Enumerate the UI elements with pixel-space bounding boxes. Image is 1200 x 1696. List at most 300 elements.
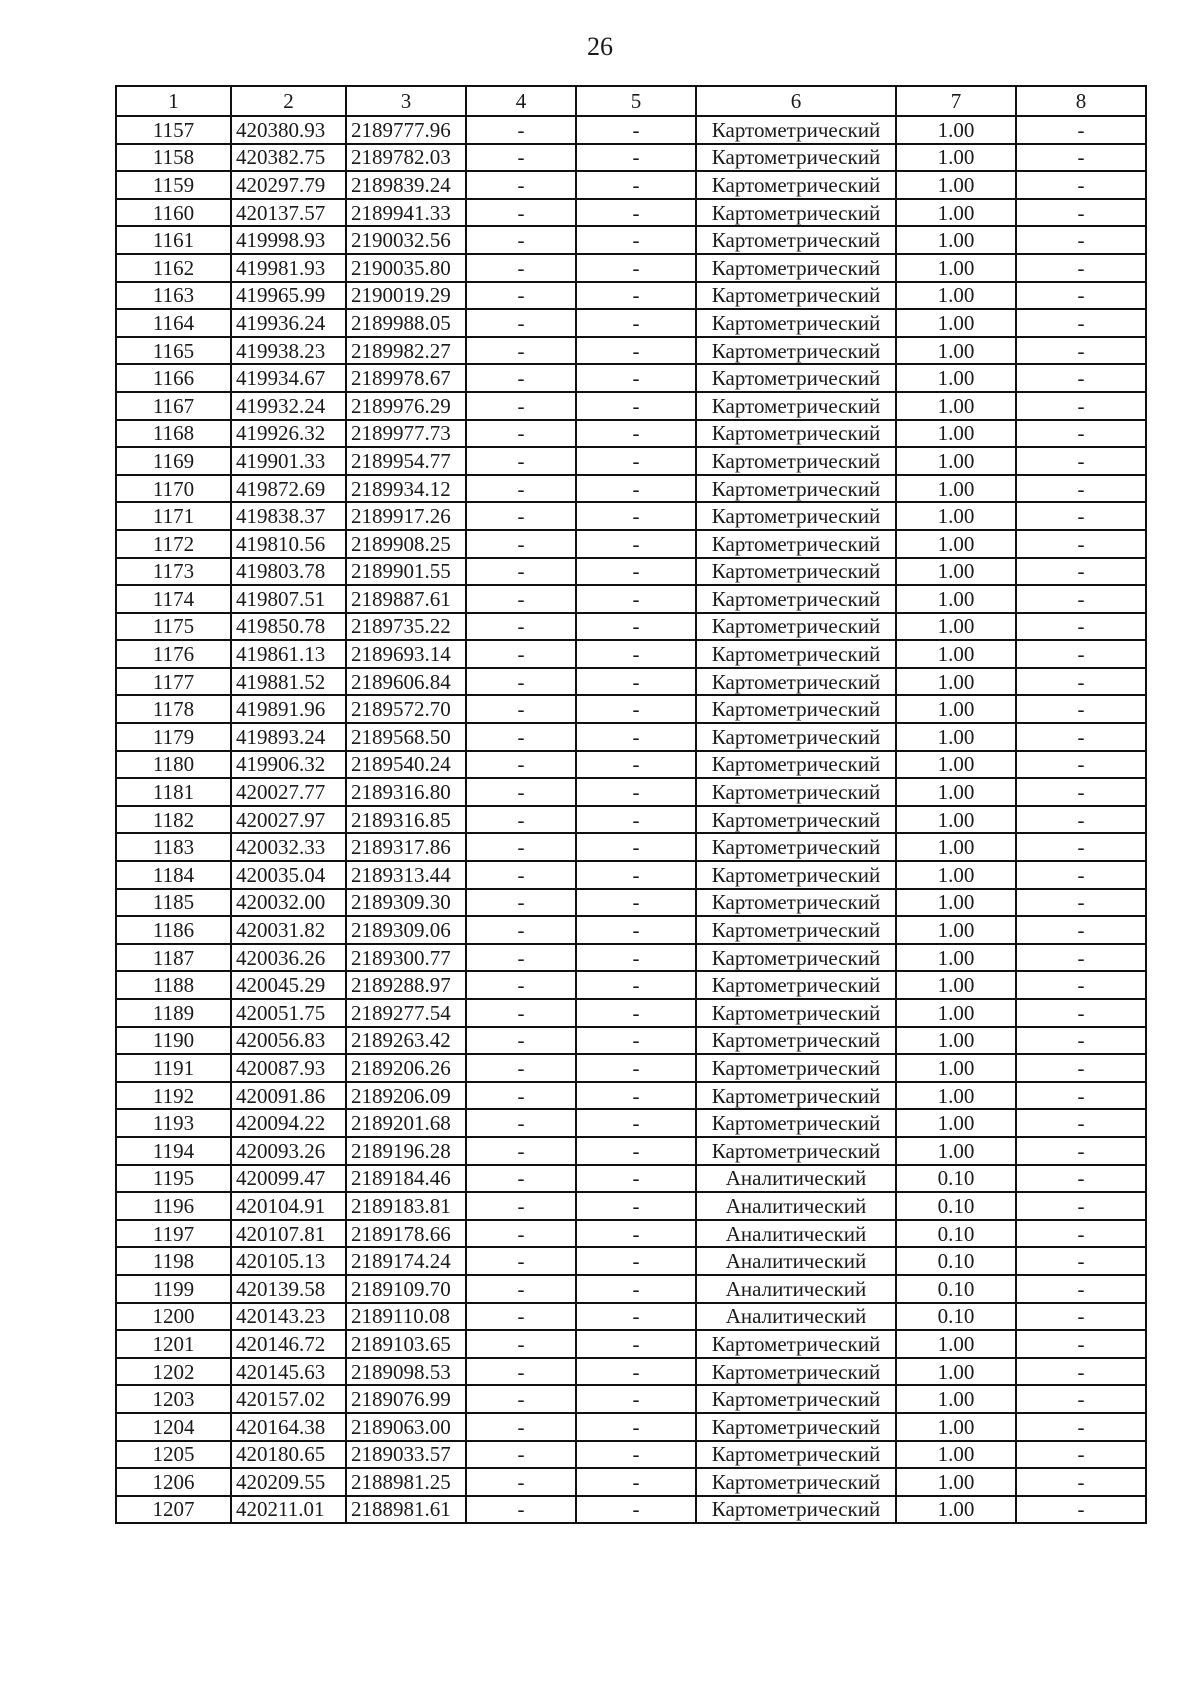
cell-point-number: 1176	[116, 640, 231, 668]
cell-x-coordinate: 419807.51	[231, 585, 346, 613]
cell-col-8: -	[1016, 861, 1146, 889]
cell-y-coordinate: 2189988.05	[346, 309, 466, 337]
cell-accuracy: 1.00	[896, 695, 1016, 723]
table-row	[116, 558, 1146, 586]
coordinates-table	[115, 85, 1147, 1524]
cell-method: Картометрический	[696, 585, 896, 613]
cell-method: Картометрический	[696, 916, 896, 944]
cell-col-8: -	[1016, 1303, 1146, 1331]
cell-col-5: -	[576, 806, 696, 834]
cell-col-8: -	[1016, 613, 1146, 641]
cell-x-coordinate: 420145.63	[231, 1358, 346, 1386]
cell-col-4: -	[466, 1247, 576, 1275]
cell-point-number: 1173	[116, 558, 231, 586]
cell-col-5: -	[576, 668, 696, 696]
table-row	[116, 833, 1146, 861]
cell-col-5: -	[576, 254, 696, 282]
cell-point-number: 1194	[116, 1137, 231, 1165]
cell-point-number: 1168	[116, 420, 231, 448]
cell-method: Картометрический	[696, 1027, 896, 1055]
cell-point-number: 1193	[116, 1109, 231, 1137]
cell-method: Картометрический	[696, 558, 896, 586]
cell-col-8: -	[1016, 1413, 1146, 1441]
cell-col-5: -	[576, 1137, 696, 1165]
cell-col-5: -	[576, 420, 696, 448]
cell-col-5: -	[576, 447, 696, 475]
table-row	[116, 751, 1146, 779]
cell-accuracy: 1.00	[896, 971, 1016, 999]
cell-x-coordinate: 420099.47	[231, 1165, 346, 1193]
cell-y-coordinate: 2189110.08	[346, 1303, 466, 1331]
cell-method: Картометрический	[696, 337, 896, 365]
table-row	[116, 1468, 1146, 1496]
cell-method: Картометрический	[696, 530, 896, 558]
cell-col-5: -	[576, 475, 696, 503]
cell-accuracy: 0.10	[896, 1303, 1016, 1331]
cell-col-4: -	[466, 171, 576, 199]
cell-method: Картометрический	[696, 1496, 896, 1524]
header-cell-6: 6	[696, 86, 896, 116]
cell-col-5: -	[576, 833, 696, 861]
cell-method: Аналитический	[696, 1220, 896, 1248]
cell-col-5: -	[576, 1054, 696, 1082]
table-row	[116, 1330, 1146, 1358]
cell-col-8: -	[1016, 916, 1146, 944]
cell-point-number: 1181	[116, 778, 231, 806]
cell-y-coordinate: 2189063.00	[346, 1413, 466, 1441]
table-row	[116, 1385, 1146, 1413]
cell-x-coordinate: 420027.77	[231, 778, 346, 806]
cell-col-4: -	[466, 364, 576, 392]
cell-y-coordinate: 2189941.33	[346, 199, 466, 227]
cell-method: Картометрический	[696, 1413, 896, 1441]
table-row	[116, 971, 1146, 999]
cell-col-4: -	[466, 1275, 576, 1303]
cell-col-4: -	[466, 337, 576, 365]
cell-x-coordinate: 419936.24	[231, 309, 346, 337]
cell-accuracy: 0.10	[896, 1275, 1016, 1303]
cell-col-4: -	[466, 309, 576, 337]
cell-point-number: 1162	[116, 254, 231, 282]
cell-point-number: 1161	[116, 226, 231, 254]
cell-point-number: 1204	[116, 1413, 231, 1441]
cell-col-5: -	[576, 916, 696, 944]
cell-y-coordinate: 2189277.54	[346, 999, 466, 1027]
cell-point-number: 1166	[116, 364, 231, 392]
cell-accuracy: 1.00	[896, 778, 1016, 806]
cell-col-5: -	[576, 116, 696, 144]
cell-method: Картометрический	[696, 778, 896, 806]
table-row	[116, 337, 1146, 365]
cell-x-coordinate: 420146.72	[231, 1330, 346, 1358]
cell-method: Картометрический	[696, 1358, 896, 1386]
cell-y-coordinate: 2189317.86	[346, 833, 466, 861]
cell-col-5: -	[576, 861, 696, 889]
cell-col-5: -	[576, 309, 696, 337]
cell-col-5: -	[576, 1027, 696, 1055]
cell-method: Картометрический	[696, 640, 896, 668]
cell-x-coordinate: 419906.32	[231, 751, 346, 779]
cell-col-8: -	[1016, 640, 1146, 668]
cell-accuracy: 1.00	[896, 144, 1016, 172]
cell-col-4: -	[466, 1192, 576, 1220]
table-row	[116, 1109, 1146, 1137]
cell-x-coordinate: 420045.29	[231, 971, 346, 999]
cell-point-number: 1200	[116, 1303, 231, 1331]
table-row	[116, 668, 1146, 696]
cell-method: Картометрический	[696, 447, 896, 475]
cell-col-8: -	[1016, 723, 1146, 751]
cell-col-4: -	[466, 1413, 576, 1441]
cell-col-4: -	[466, 1165, 576, 1193]
cell-col-8: -	[1016, 585, 1146, 613]
table-row	[116, 1303, 1146, 1331]
table-row	[116, 447, 1146, 475]
cell-point-number: 1175	[116, 613, 231, 641]
table-row	[116, 1220, 1146, 1248]
cell-point-number: 1158	[116, 144, 231, 172]
cell-point-number: 1197	[116, 1220, 231, 1248]
cell-accuracy: 1.00	[896, 1496, 1016, 1524]
cell-point-number: 1179	[116, 723, 231, 751]
cell-x-coordinate: 420107.81	[231, 1220, 346, 1248]
cell-point-number: 1205	[116, 1441, 231, 1469]
cell-col-5: -	[576, 585, 696, 613]
cell-point-number: 1180	[116, 751, 231, 779]
cell-accuracy: 1.00	[896, 199, 1016, 227]
cell-point-number: 1163	[116, 282, 231, 310]
cell-col-5: -	[576, 1247, 696, 1275]
cell-x-coordinate: 420211.01	[231, 1496, 346, 1524]
cell-col-4: -	[466, 144, 576, 172]
table-row	[116, 475, 1146, 503]
cell-method: Картометрический	[696, 668, 896, 696]
cell-y-coordinate: 2189109.70	[346, 1275, 466, 1303]
cell-accuracy: 1.00	[896, 1385, 1016, 1413]
cell-col-8: -	[1016, 668, 1146, 696]
cell-method: Картометрический	[696, 861, 896, 889]
cell-accuracy: 1.00	[896, 889, 1016, 917]
table-row	[116, 282, 1146, 310]
cell-col-8: -	[1016, 1165, 1146, 1193]
cell-x-coordinate: 419893.24	[231, 723, 346, 751]
cell-x-coordinate: 420094.22	[231, 1109, 346, 1137]
cell-method: Картометрический	[696, 226, 896, 254]
cell-x-coordinate: 420035.04	[231, 861, 346, 889]
header-row	[116, 86, 1146, 116]
page-number: 26	[587, 32, 613, 61]
cell-x-coordinate: 419998.93	[231, 226, 346, 254]
cell-col-8: -	[1016, 1496, 1146, 1524]
cell-col-8: -	[1016, 116, 1146, 144]
table-row	[116, 806, 1146, 834]
cell-point-number: 1164	[116, 309, 231, 337]
cell-col-5: -	[576, 1165, 696, 1193]
cell-y-coordinate: 2189196.28	[346, 1137, 466, 1165]
cell-x-coordinate: 419810.56	[231, 530, 346, 558]
table-row	[116, 420, 1146, 448]
cell-x-coordinate: 420139.58	[231, 1275, 346, 1303]
cell-point-number: 1196	[116, 1192, 231, 1220]
cell-col-8: -	[1016, 1385, 1146, 1413]
cell-col-8: -	[1016, 971, 1146, 999]
cell-y-coordinate: 2189839.24	[346, 171, 466, 199]
cell-accuracy: 1.00	[896, 999, 1016, 1027]
cell-method: Картометрический	[696, 889, 896, 917]
cell-method: Картометрический	[696, 254, 896, 282]
cell-col-4: -	[466, 502, 576, 530]
cell-col-4: -	[466, 1330, 576, 1358]
table-row	[116, 640, 1146, 668]
cell-col-5: -	[576, 889, 696, 917]
cell-y-coordinate: 2189300.77	[346, 944, 466, 972]
cell-col-5: -	[576, 695, 696, 723]
cell-x-coordinate: 419981.93	[231, 254, 346, 282]
cell-point-number: 1183	[116, 833, 231, 861]
cell-point-number: 1202	[116, 1358, 231, 1386]
cell-point-number: 1190	[116, 1027, 231, 1055]
cell-col-4: -	[466, 695, 576, 723]
cell-col-4: -	[466, 1082, 576, 1110]
cell-point-number: 1191	[116, 1054, 231, 1082]
cell-y-coordinate: 2188981.61	[346, 1496, 466, 1524]
header-cell-1: 1	[116, 86, 231, 116]
cell-y-coordinate: 2189735.22	[346, 613, 466, 641]
cell-col-5: -	[576, 723, 696, 751]
cell-x-coordinate: 419872.69	[231, 475, 346, 503]
cell-point-number: 1201	[116, 1330, 231, 1358]
cell-col-8: -	[1016, 778, 1146, 806]
cell-col-8: -	[1016, 171, 1146, 199]
cell-col-4: -	[466, 640, 576, 668]
cell-col-5: -	[576, 1275, 696, 1303]
cell-col-4: -	[466, 392, 576, 420]
cell-x-coordinate: 420180.65	[231, 1441, 346, 1469]
cell-accuracy: 1.00	[896, 1441, 1016, 1469]
cell-y-coordinate: 2189309.06	[346, 916, 466, 944]
cell-y-coordinate: 2189288.97	[346, 971, 466, 999]
cell-method: Картометрический	[696, 1109, 896, 1137]
cell-col-8: -	[1016, 833, 1146, 861]
table-row	[116, 116, 1146, 144]
cell-method: Картометрический	[696, 806, 896, 834]
cell-y-coordinate: 2189777.96	[346, 116, 466, 144]
cell-y-coordinate: 2189263.42	[346, 1027, 466, 1055]
cell-method: Картометрический	[696, 364, 896, 392]
cell-col-4: -	[466, 1468, 576, 1496]
cell-y-coordinate: 2189206.09	[346, 1082, 466, 1110]
cell-accuracy: 1.00	[896, 1027, 1016, 1055]
cell-col-4: -	[466, 916, 576, 944]
table-row	[116, 1275, 1146, 1303]
cell-col-4: -	[466, 944, 576, 972]
cell-col-4: -	[466, 226, 576, 254]
cell-point-number: 1159	[116, 171, 231, 199]
table-row	[116, 1247, 1146, 1275]
cell-y-coordinate: 2189908.25	[346, 530, 466, 558]
cell-col-5: -	[576, 502, 696, 530]
cell-method: Картометрический	[696, 1385, 896, 1413]
cell-method: Картометрический	[696, 613, 896, 641]
cell-method: Картометрический	[696, 1330, 896, 1358]
table-row	[116, 1358, 1146, 1386]
cell-accuracy: 1.00	[896, 723, 1016, 751]
cell-x-coordinate: 420032.00	[231, 889, 346, 917]
cell-x-coordinate: 420382.75	[231, 144, 346, 172]
cell-method: Картометрический	[696, 1054, 896, 1082]
cell-y-coordinate: 2189954.77	[346, 447, 466, 475]
cell-col-4: -	[466, 806, 576, 834]
cell-accuracy: 1.00	[896, 116, 1016, 144]
cell-col-8: -	[1016, 1330, 1146, 1358]
cell-y-coordinate: 2189982.27	[346, 337, 466, 365]
cell-col-4: -	[466, 1358, 576, 1386]
cell-col-4: -	[466, 1054, 576, 1082]
header-cell-8: 8	[1016, 86, 1146, 116]
table-row	[116, 226, 1146, 254]
cell-col-8: -	[1016, 392, 1146, 420]
header-cell-7: 7	[896, 86, 1016, 116]
cell-col-4: -	[466, 1027, 576, 1055]
cell-y-coordinate: 2189316.85	[346, 806, 466, 834]
header-cell-2: 2	[231, 86, 346, 116]
table-row	[116, 1165, 1146, 1193]
table-row	[116, 723, 1146, 751]
cell-col-8: -	[1016, 199, 1146, 227]
cell-col-5: -	[576, 1330, 696, 1358]
table-row	[116, 695, 1146, 723]
cell-point-number: 1157	[116, 116, 231, 144]
table-row	[116, 1496, 1146, 1524]
cell-col-8: -	[1016, 1220, 1146, 1248]
cell-accuracy: 1.00	[896, 916, 1016, 944]
cell-y-coordinate: 2189976.29	[346, 392, 466, 420]
cell-col-5: -	[576, 971, 696, 999]
cell-col-4: -	[466, 475, 576, 503]
cell-accuracy: 1.00	[896, 944, 1016, 972]
cell-col-5: -	[576, 226, 696, 254]
cell-col-4: -	[466, 1303, 576, 1331]
cell-point-number: 1186	[116, 916, 231, 944]
cell-method: Картометрический	[696, 695, 896, 723]
cell-col-4: -	[466, 1220, 576, 1248]
cell-accuracy: 1.00	[896, 502, 1016, 530]
cell-col-4: -	[466, 751, 576, 779]
cell-col-5: -	[576, 364, 696, 392]
cell-y-coordinate: 2189917.26	[346, 502, 466, 530]
cell-col-4: -	[466, 1109, 576, 1137]
cell-accuracy: 1.00	[896, 668, 1016, 696]
cell-point-number: 1188	[116, 971, 231, 999]
table-row	[116, 861, 1146, 889]
table-body	[116, 116, 1146, 1523]
cell-col-4: -	[466, 585, 576, 613]
cell-point-number: 1184	[116, 861, 231, 889]
cell-method: Картометрический	[696, 723, 896, 751]
cell-col-5: -	[576, 392, 696, 420]
cell-point-number: 1171	[116, 502, 231, 530]
cell-accuracy: 1.00	[896, 1082, 1016, 1110]
cell-col-5: -	[576, 1192, 696, 1220]
cell-y-coordinate: 2189887.61	[346, 585, 466, 613]
table-header	[116, 86, 1146, 116]
cell-y-coordinate: 2189076.99	[346, 1385, 466, 1413]
cell-y-coordinate: 2189977.73	[346, 420, 466, 448]
cell-col-5: -	[576, 751, 696, 779]
cell-accuracy: 0.10	[896, 1192, 1016, 1220]
cell-x-coordinate: 420380.93	[231, 116, 346, 144]
cell-y-coordinate: 2189184.46	[346, 1165, 466, 1193]
cell-col-8: -	[1016, 1054, 1146, 1082]
cell-point-number: 1165	[116, 337, 231, 365]
cell-point-number: 1192	[116, 1082, 231, 1110]
cell-col-5: -	[576, 1385, 696, 1413]
cell-y-coordinate: 2189178.66	[346, 1220, 466, 1248]
cell-y-coordinate: 2188981.25	[346, 1468, 466, 1496]
cell-x-coordinate: 419838.37	[231, 502, 346, 530]
cell-x-coordinate: 420209.55	[231, 1468, 346, 1496]
cell-point-number: 1170	[116, 475, 231, 503]
cell-y-coordinate: 2189098.53	[346, 1358, 466, 1386]
cell-col-8: -	[1016, 1082, 1146, 1110]
cell-col-8: -	[1016, 1468, 1146, 1496]
cell-method: Картометрический	[696, 116, 896, 144]
cell-x-coordinate: 419850.78	[231, 613, 346, 641]
cell-method: Картометрический	[696, 1082, 896, 1110]
cell-col-8: -	[1016, 254, 1146, 282]
cell-col-4: -	[466, 199, 576, 227]
cell-col-5: -	[576, 1413, 696, 1441]
cell-col-8: -	[1016, 1441, 1146, 1469]
cell-x-coordinate: 420087.93	[231, 1054, 346, 1082]
cell-method: Картометрический	[696, 171, 896, 199]
cell-col-4: -	[466, 530, 576, 558]
table-row	[116, 999, 1146, 1027]
cell-accuracy: 1.00	[896, 364, 1016, 392]
cell-method: Картометрический	[696, 420, 896, 448]
cell-x-coordinate: 419891.96	[231, 695, 346, 723]
cell-col-5: -	[576, 1303, 696, 1331]
cell-accuracy: 0.10	[896, 1165, 1016, 1193]
cell-x-coordinate: 419932.24	[231, 392, 346, 420]
cell-y-coordinate: 2189934.12	[346, 475, 466, 503]
cell-x-coordinate: 420104.91	[231, 1192, 346, 1220]
table-row	[116, 144, 1146, 172]
table-row	[116, 1027, 1146, 1055]
cell-col-5: -	[576, 778, 696, 806]
cell-method: Аналитический	[696, 1303, 896, 1331]
cell-y-coordinate: 2189540.24	[346, 751, 466, 779]
cell-col-8: -	[1016, 420, 1146, 448]
cell-accuracy: 1.00	[896, 833, 1016, 861]
cell-accuracy: 0.10	[896, 1220, 1016, 1248]
cell-accuracy: 1.00	[896, 751, 1016, 779]
cell-col-8: -	[1016, 999, 1146, 1027]
cell-col-8: -	[1016, 226, 1146, 254]
cell-col-4: -	[466, 833, 576, 861]
cell-x-coordinate: 420157.02	[231, 1385, 346, 1413]
cell-accuracy: 1.00	[896, 282, 1016, 310]
cell-accuracy: 1.00	[896, 254, 1016, 282]
cell-col-4: -	[466, 1137, 576, 1165]
cell-col-8: -	[1016, 1192, 1146, 1220]
cell-x-coordinate: 420091.86	[231, 1082, 346, 1110]
cell-method: Картометрический	[696, 971, 896, 999]
table-row	[116, 1192, 1146, 1220]
cell-y-coordinate: 2189901.55	[346, 558, 466, 586]
cell-col-5: -	[576, 944, 696, 972]
cell-point-number: 1177	[116, 668, 231, 696]
